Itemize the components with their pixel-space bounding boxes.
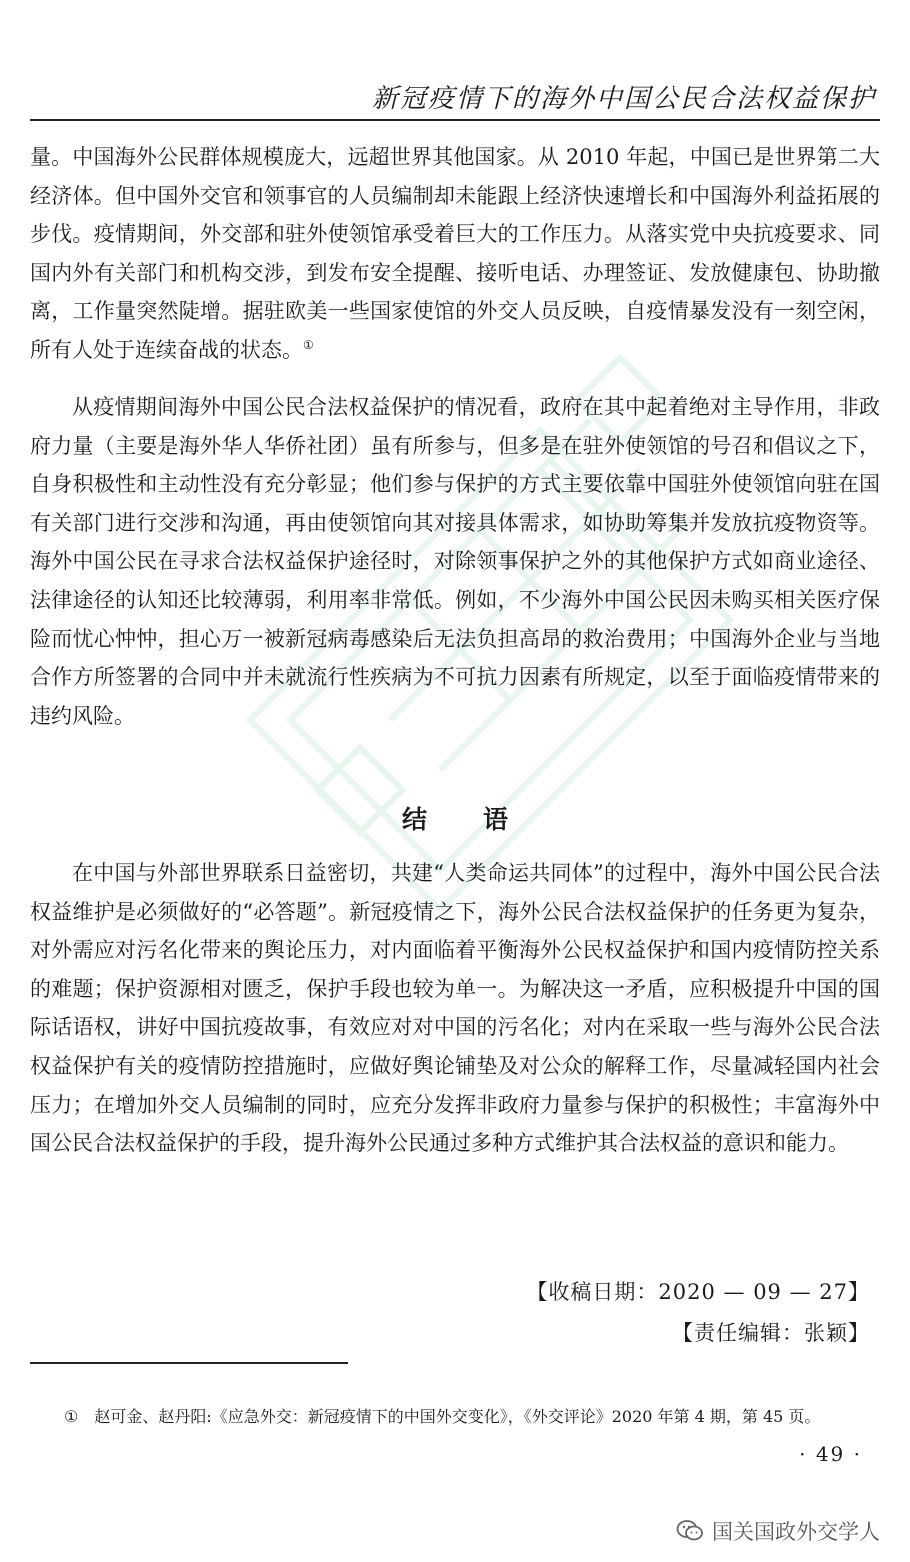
wechat-account-name: 国关国政外交学人	[712, 1520, 880, 1544]
header-rule	[30, 119, 880, 121]
footnote-text: 赵可金、赵丹阳:《应急外交：新冠疫情下的中国外交变化》，《外交评论》2020 年第 4 期，第 45 页。	[94, 1407, 821, 1426]
footnote-rule	[30, 1362, 348, 1364]
paragraph-1-text: 量。中国海外公民群体规模庞大，远超世界其他国家。从 2010 年起，中国已是世界第二大经济体。但中国外交官和领事官的人员编制却未能跟上经济快速增长和中国海外利益拓展的步伐。疫情期间，外交部和驻外使领馆承受着巨大的工作压力。从落实党中央抗疫要求、同国内外有关部门和机构交涉，到发布安全提醒、接听电话、办理签证、发放健康包、协助撤离，工作量突然陡增。据驻欧美一些国家使馆的外交人员反映，自疫情暴发没有一刻空闲，所有人处于连续奋战的状态。	[30, 145, 880, 362]
received-date: 【收稿日期：2020 — 09 — 27】	[526, 1280, 870, 1304]
section-heading: 结语	[401, 805, 564, 834]
footnote	[64, 1404, 880, 1427]
paragraph-1	[30, 138, 880, 370]
footnote-mark: ①	[64, 1407, 79, 1426]
wechat-account-tag[interactable]	[676, 1516, 880, 1546]
running-title: 新冠疫情下的海外中国公民合法权益保护	[371, 84, 876, 114]
responsible-editor: 【责任编辑：张颖】	[672, 1321, 870, 1345]
wechat-icon	[676, 1519, 704, 1543]
footnote-ref[interactable]: ①	[303, 337, 314, 352]
paragraph-2: 从疫情期间海外中国公民合法权益保护的情况看，政府在其中起着绝对主导作用，非政府力量（主要是海外华人华侨社团）虽有所参与，但多是在驻外使领馆的号召和倡议之下，自身积极性和主动性没有充分彰显；他们参与保护的方式主要依靠中国驻外使领馆向驻在国有关部门进行交涉和沟通，再由使领馆向其对接具体需求，如协助筹集并发放抗疫物资等。海外中国公民在寻求合法权益保护途径时，对除领事保护之外的其他保护方式如商业途径、法律途径的认知还比较薄弱，利用率非常低。例如，不少海外中国公民因未购买相关医疗保险而忧心忡忡，担心万一被新冠病毒感染后无法负担高昂的救治费用；中国海外企业与当地合作方所签署的合同中并未就流行性疾病为不可抗力因素有所规定，以至于面临疫情带来的违约风险。	[30, 395, 880, 728]
paragraph-3: 在中国与外部世界联系日益密切，共建“人类命运共同体”的过程中，海外中国公民合法权益维护是必须做好的“必答题”。新冠疫情之下，海外公民合法权益保护的任务更为复杂，对外需应对污名化带来的舆论压力，对内面临着平衡海外公民权益保护和国内疫情防控关系的难题；保护资源相对匮乏，保护手段也较为单一。为解决这一矛盾，应积极提升中国的国际话语权，讲好中国抗疫故事，有效应对对中国的污名化；对内在采取一些与海外公民合法权益保护有关的疫情防控措施时，应做好舆论铺垫及对公众的解释工作，尽量减轻国内社会压力；在增加外交人员编制的同时，应充分发挥非政府力量参与保护的积极性；丰富海外中国公民合法权益保护的手段，提升海外公民通过多种方式维护其合法权益的意识和能力。	[30, 861, 880, 1156]
page-number: · 49 ·	[799, 1442, 862, 1466]
